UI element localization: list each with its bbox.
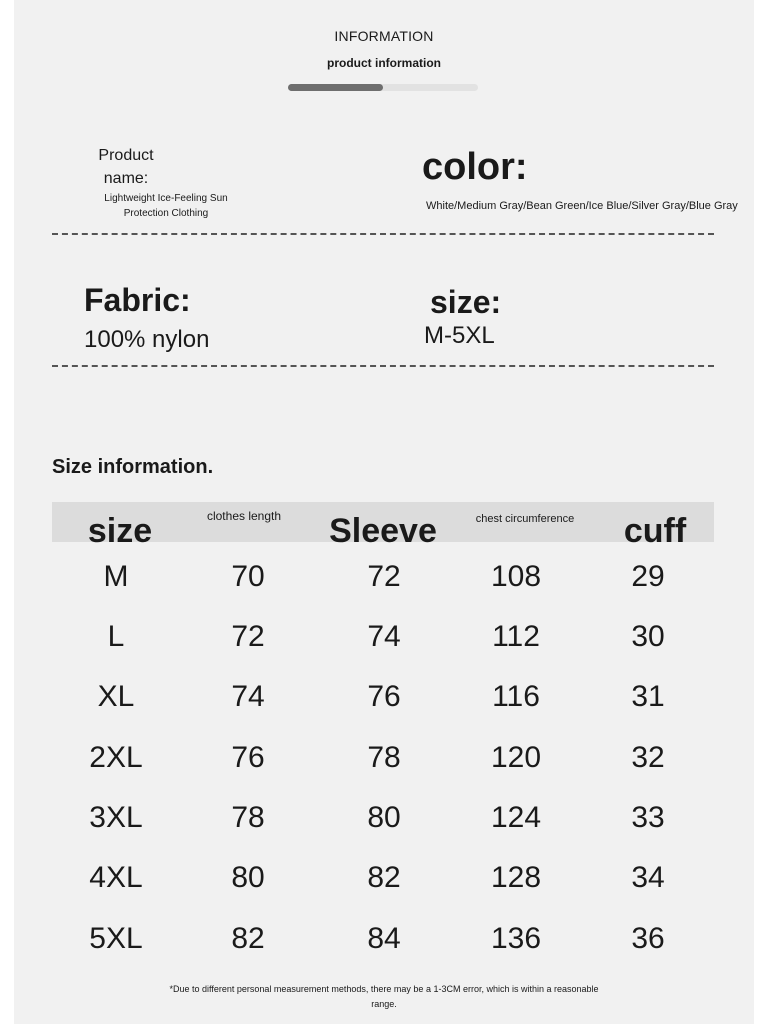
size-table-cell: 30 <box>631 620 665 653</box>
size-table-cell: 78 <box>231 801 265 834</box>
size-range-value: M-5XL <box>424 322 495 349</box>
size-table-cell: XL <box>97 680 135 713</box>
size-table-cell: 120 <box>490 741 542 774</box>
size-table-cell: 136 <box>490 922 542 955</box>
size-table-cell: 112 <box>492 620 540 653</box>
size-table-cell: 128 <box>490 861 542 894</box>
size-table-cell: 82 <box>231 922 265 955</box>
size-table-cell: 80 <box>231 861 265 894</box>
size-table-row <box>52 801 714 861</box>
section-title: INFORMATION <box>334 28 434 44</box>
size-table-cell: 70 <box>231 560 265 593</box>
size-label: size: <box>430 284 502 320</box>
header-sleeve: Sleeve <box>329 512 437 550</box>
size-table-cell: 2XL <box>89 741 143 774</box>
size-table-row <box>52 560 714 620</box>
size-table-cell: 76 <box>367 680 401 713</box>
progress-fill <box>288 84 383 91</box>
size-table-row <box>52 861 714 921</box>
header-chest-circumference: chest circumference <box>475 513 575 525</box>
size-information-title: Size information. <box>52 456 214 478</box>
divider <box>52 233 714 235</box>
size-table-cell: 33 <box>631 801 665 834</box>
size-table-cell: 78 <box>367 741 401 774</box>
size-table-cell: 72 <box>367 560 401 593</box>
size-table-header <box>52 502 714 550</box>
size-table-row <box>52 741 714 801</box>
product-info-page <box>14 0 754 1024</box>
size-table-cell: 31 <box>631 680 665 713</box>
size-table-row <box>52 680 714 740</box>
size-table-cell: 36 <box>631 922 665 955</box>
size-table-cell: 29 <box>631 560 665 593</box>
size-table-cell: 80 <box>367 801 401 834</box>
measurement-note: *Due to different personal measurement methods, there may be a 1-3CM error, which is within a reasonable range. <box>169 984 599 1009</box>
size-table-cell: 3XL <box>89 801 143 834</box>
color-values: White/Medium Gray/Bean Green/Ice Blue/Silver Gray/Blue Gray <box>426 200 738 212</box>
size-table-cell: 34 <box>631 861 665 894</box>
size-table-cell: 4XL <box>89 861 143 894</box>
product-name-value: Lightweight Ice-Feeling Sun Protection Clothing <box>104 193 228 219</box>
fabric-value: 100% nylon <box>84 326 210 353</box>
size-table-cell: 108 <box>490 560 542 593</box>
size-table-cell: 76 <box>231 741 265 774</box>
header-size: size <box>87 512 153 550</box>
size-table-cell: 74 <box>367 620 401 653</box>
header-cuff: cuff <box>623 512 687 550</box>
size-table-cell: 32 <box>631 741 665 774</box>
size-table-cell: 72 <box>231 620 265 653</box>
divider <box>52 365 714 367</box>
section-subtitle: product information <box>327 56 441 70</box>
size-table-row <box>52 922 714 982</box>
size-table-cell: 84 <box>367 922 401 955</box>
size-table-cell: 116 <box>492 680 540 713</box>
size-table-cell: 5XL <box>89 922 143 955</box>
size-table-cell: 124 <box>490 801 542 834</box>
size-table-cell: L <box>107 620 125 653</box>
size-table-cell: M <box>103 560 129 593</box>
color-label: color: <box>422 146 528 188</box>
size-table-cell: 82 <box>367 861 401 894</box>
size-table-cell: 74 <box>231 680 265 713</box>
product-name-label: Product name: <box>98 147 154 187</box>
header-clothes-length: clothes length <box>206 509 282 523</box>
size-table-row <box>52 620 714 680</box>
progress-bar <box>288 84 478 91</box>
fabric-label: Fabric: <box>84 282 191 318</box>
